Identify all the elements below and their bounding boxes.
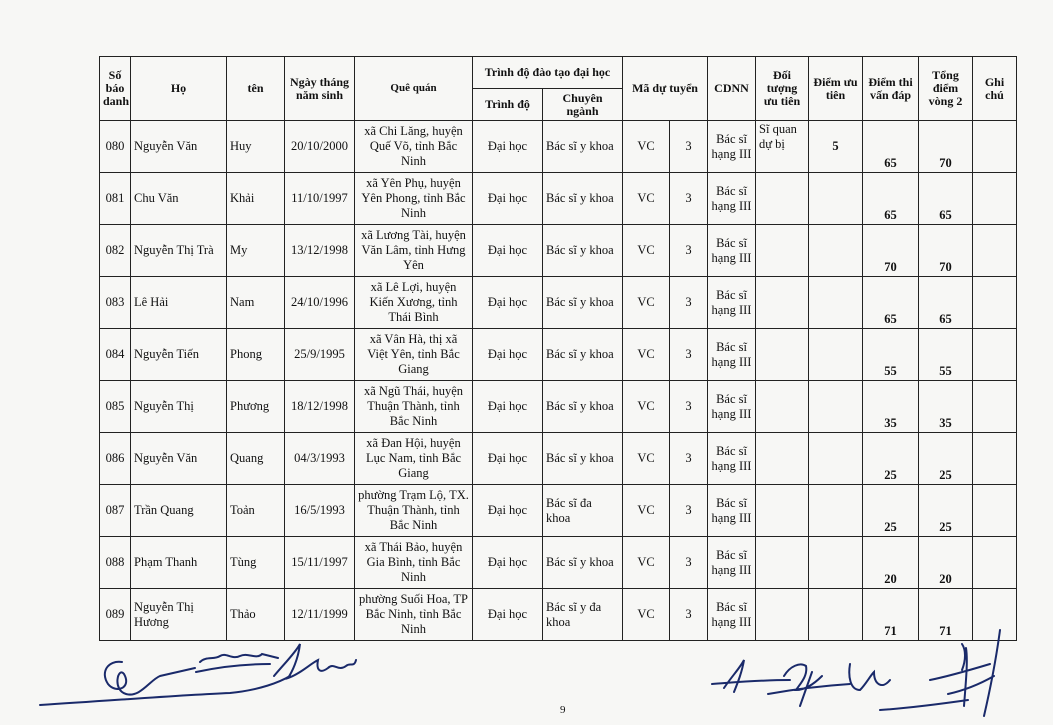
cell-ma-du-tuyen: VC: [623, 537, 670, 589]
cell-trinh-do: Đại học: [473, 329, 543, 381]
header-ngay-sinh: Ngày tháng năm sinh: [285, 57, 355, 121]
header-trinh-do: Trình độ: [473, 89, 543, 121]
cell-ten: My: [227, 225, 285, 277]
cell-ngay-sinh: 12/11/1999: [285, 589, 355, 641]
page-number: 9: [560, 704, 566, 716]
signature-3: [40, 644, 356, 705]
signature-5: [768, 664, 890, 706]
cell-chuyen-nganh: Bác sĩ y khoa: [543, 225, 623, 277]
cell-diem-thi: 65: [863, 277, 919, 329]
cell-cdnn: Bác sĩ hạng III: [708, 485, 756, 537]
cell-trinh-do: Đại học: [473, 537, 543, 589]
cell-trinh-do: Đại học: [473, 433, 543, 485]
cell-chuyen-nganh: Bác sĩ y khoa: [543, 381, 623, 433]
header-ten: tên: [227, 57, 285, 121]
cell-ho: Nguyễn Thị: [131, 381, 227, 433]
cell-ma-du-tuyen-so: 3: [670, 381, 708, 433]
cell-trinh-do: Đại học: [473, 277, 543, 329]
cell-ho: Nguyễn Tiến: [131, 329, 227, 381]
cell-trinh-do: Đại học: [473, 381, 543, 433]
header-ghi-chu: Ghi chú: [973, 57, 1017, 121]
header-so-bao-danh: Số báo danh: [100, 57, 131, 121]
header-diem-thi-van-dap: Điểm thi vấn đáp: [863, 57, 919, 121]
cell-ten: Quang: [227, 433, 285, 485]
cell-ma-du-tuyen-so: 3: [670, 277, 708, 329]
cell-tong-diem: 35: [919, 381, 973, 433]
cell-sbd: 085: [100, 381, 131, 433]
cell-ngay-sinh: 18/12/1998: [285, 381, 355, 433]
cell-cdnn: Bác sĩ hạng III: [708, 225, 756, 277]
cell-ten: Nam: [227, 277, 285, 329]
cell-que-quan: xã Lê Lợi, huyện Kiến Xương, tỉnh Thái Bình: [355, 277, 473, 329]
cell-cdnn: Bác sĩ hạng III: [708, 329, 756, 381]
cell-ho: Phạm Thanh: [131, 537, 227, 589]
signature-6: [880, 630, 1000, 716]
cell-ma-du-tuyen: VC: [623, 277, 670, 329]
cell-ma-du-tuyen-so: 3: [670, 121, 708, 173]
cell-que-quan: xã Lương Tài, huyện Văn Lâm, tỉnh Hưng Yên: [355, 225, 473, 277]
cell-que-quan: xã Thái Bảo, huyện Gia Bình, tỉnh Bắc Ninh: [355, 537, 473, 589]
cell-diem-thi: 20: [863, 537, 919, 589]
cell-chuyen-nganh: Bác sĩ y khoa: [543, 329, 623, 381]
cell-chuyen-nganh: Bác sĩ y khoa: [543, 537, 623, 589]
header-diem-uu-tien: Điểm ưu tiên: [809, 57, 863, 121]
cell-ngay-sinh: 25/9/1995: [285, 329, 355, 381]
cell-chuyen-nganh: Bác sĩ y khoa: [543, 173, 623, 225]
cell-ma-du-tuyen: VC: [623, 485, 670, 537]
cell-tong-diem: 65: [919, 173, 973, 225]
cell-trinh-do: Đại học: [473, 589, 543, 641]
cell-ma-du-tuyen: VC: [623, 173, 670, 225]
cell-chuyen-nganh: Bác sĩ đa khoa: [543, 485, 623, 537]
signature-4: [712, 660, 790, 692]
cell-trinh-do: Đại học: [473, 485, 543, 537]
cell-ngay-sinh: 11/10/1997: [285, 173, 355, 225]
cell-ten: Phong: [227, 329, 285, 381]
cell-ma-du-tuyen: VC: [623, 433, 670, 485]
cell-diem-thi: 70: [863, 225, 919, 277]
cell-ma-du-tuyen-so: 3: [670, 225, 708, 277]
header-tong-diem-vong-2: Tổng điểm vòng 2: [919, 57, 973, 121]
cell-ngay-sinh: 16/5/1993: [285, 485, 355, 537]
cell-diem-thi: 25: [863, 485, 919, 537]
cell-que-quan: xã Đan Hội, huyện Lục Nam, tỉnh Bắc Giang: [355, 433, 473, 485]
cell-trinh-do: Đại học: [473, 225, 543, 277]
cell-que-quan: phường Suối Hoa, TP Bắc Ninh, tỉnh Bắc Ninh: [355, 589, 473, 641]
header-ma-du-tuyen: Mã dự tuyển: [623, 57, 708, 121]
header-cdnn: CDNN: [708, 57, 756, 121]
cell-tong-diem: 55: [919, 329, 973, 381]
cell-ma-du-tuyen-so: 3: [670, 537, 708, 589]
header-chuyen-nganh: Chuyên ngành: [543, 89, 623, 121]
cell-diem-thi: 55: [863, 329, 919, 381]
cell-ten: Huy: [227, 121, 285, 173]
cell-ho: Nguyễn Thị Trà: [131, 225, 227, 277]
cell-cdnn: Bác sĩ hạng III: [708, 173, 756, 225]
cell-que-quan: xã Chi Lăng, huyện Quế Võ, tỉnh Bắc Ninh: [355, 121, 473, 173]
cell-diem-thi: 35: [863, 381, 919, 433]
cell-ho: Nguyễn Văn: [131, 121, 227, 173]
header-doi-tuong-uu-tien: Đối tượng ưu tiên: [756, 57, 809, 121]
cell-cdnn: Bác sĩ hạng III: [708, 121, 756, 173]
cell-cdnn: Bác sĩ hạng III: [708, 277, 756, 329]
cell-ten: Thảo: [227, 589, 285, 641]
cell-sbd: 081: [100, 173, 131, 225]
cell-chuyen-nganh: Bác sĩ y đa khoa: [543, 589, 623, 641]
cell-ma-du-tuyen-so: 3: [670, 485, 708, 537]
cell-ngay-sinh: 15/11/1997: [285, 537, 355, 589]
cell-ho: Trần Quang: [131, 485, 227, 537]
cell-sbd: 083: [100, 277, 131, 329]
cell-tong-diem: 25: [919, 485, 973, 537]
cell-tong-diem: 25: [919, 433, 973, 485]
cell-tong-diem: 70: [919, 225, 973, 277]
cell-cdnn: Bác sĩ hạng III: [708, 433, 756, 485]
cell-ngay-sinh: 24/10/1996: [285, 277, 355, 329]
cell-sbd: 082: [100, 225, 131, 277]
cell-ngay-sinh: 20/10/2000: [285, 121, 355, 173]
cell-ho: Lê Hải: [131, 277, 227, 329]
cell-diem-thi: 25: [863, 433, 919, 485]
cell-sbd: 088: [100, 537, 131, 589]
cell-ho: Nguyễn Thị Hương: [131, 589, 227, 641]
cell-tong-diem: 70: [919, 121, 973, 173]
cell-diem-thi: 71: [863, 589, 919, 641]
cell-ten: Tùng: [227, 537, 285, 589]
cell-ma-du-tuyen: VC: [623, 225, 670, 277]
cell-ma-du-tuyen: VC: [623, 381, 670, 433]
cell-que-quan: phường Trạm Lộ, TX. Thuận Thành, tỉnh Bắc Ninh: [355, 485, 473, 537]
cell-tong-diem: 20: [919, 537, 973, 589]
cell-trinh-do: Đại học: [473, 121, 543, 173]
signature-1: [105, 662, 195, 695]
cell-doi-tuong-uu-tien: Sĩ quan dự bị: [756, 121, 809, 173]
cell-tong-diem: 65: [919, 277, 973, 329]
cell-sbd: 089: [100, 589, 131, 641]
cell-que-quan: xã Ngũ Thái, huyện Thuận Thành, tỉnh Bắc Ninh: [355, 381, 473, 433]
cell-diem-uu-tien: 5: [809, 121, 863, 173]
cell-ho: Chu Văn: [131, 173, 227, 225]
cell-diem-thi: 65: [863, 121, 919, 173]
cell-ma-du-tuyen-so: 3: [670, 329, 708, 381]
cell-que-quan: xã Vân Hà, thị xã Việt Yên, tỉnh Bắc Giang: [355, 329, 473, 381]
cell-ten: Toản: [227, 485, 285, 537]
cell-cdnn: Bác sĩ hạng III: [708, 589, 756, 641]
header-trinh-do-dao-tao: Trình độ đào tạo đại học: [473, 57, 623, 89]
cell-ma-du-tuyen: VC: [623, 589, 670, 641]
cell-tong-diem: 71: [919, 589, 973, 641]
cell-sbd: 086: [100, 433, 131, 485]
cell-que-quan: xã Yên Phụ, huyện Yên Phong, tỉnh Bắc Ninh: [355, 173, 473, 225]
cell-ma-du-tuyen: VC: [623, 329, 670, 381]
cell-sbd: 084: [100, 329, 131, 381]
cell-ten: Khải: [227, 173, 285, 225]
cell-ma-du-tuyen-so: 3: [670, 589, 708, 641]
header-que-quan: Quê quán: [355, 57, 473, 121]
header-ho: Họ: [131, 57, 227, 121]
cell-chuyen-nganh: Bác sĩ y khoa: [543, 433, 623, 485]
cell-ngay-sinh: 04/3/1993: [285, 433, 355, 485]
cell-ho: Nguyễn Văn: [131, 433, 227, 485]
signature-2: [196, 654, 278, 672]
cell-cdnn: Bác sĩ hạng III: [708, 537, 756, 589]
cell-ma-du-tuyen-so: 3: [670, 173, 708, 225]
cell-ten: Phương: [227, 381, 285, 433]
cell-chuyen-nganh: Bác sĩ y khoa: [543, 121, 623, 173]
cell-chuyen-nganh: Bác sĩ y khoa: [543, 277, 623, 329]
cell-diem-thi: 65: [863, 173, 919, 225]
cell-ngay-sinh: 13/12/1998: [285, 225, 355, 277]
cell-cdnn: Bác sĩ hạng III: [708, 381, 756, 433]
cell-sbd: 087: [100, 485, 131, 537]
cell-sbd: 080: [100, 121, 131, 173]
cell-ma-du-tuyen-so: 3: [670, 433, 708, 485]
cell-trinh-do: Đại học: [473, 173, 543, 225]
cell-ma-du-tuyen: VC: [623, 121, 670, 173]
